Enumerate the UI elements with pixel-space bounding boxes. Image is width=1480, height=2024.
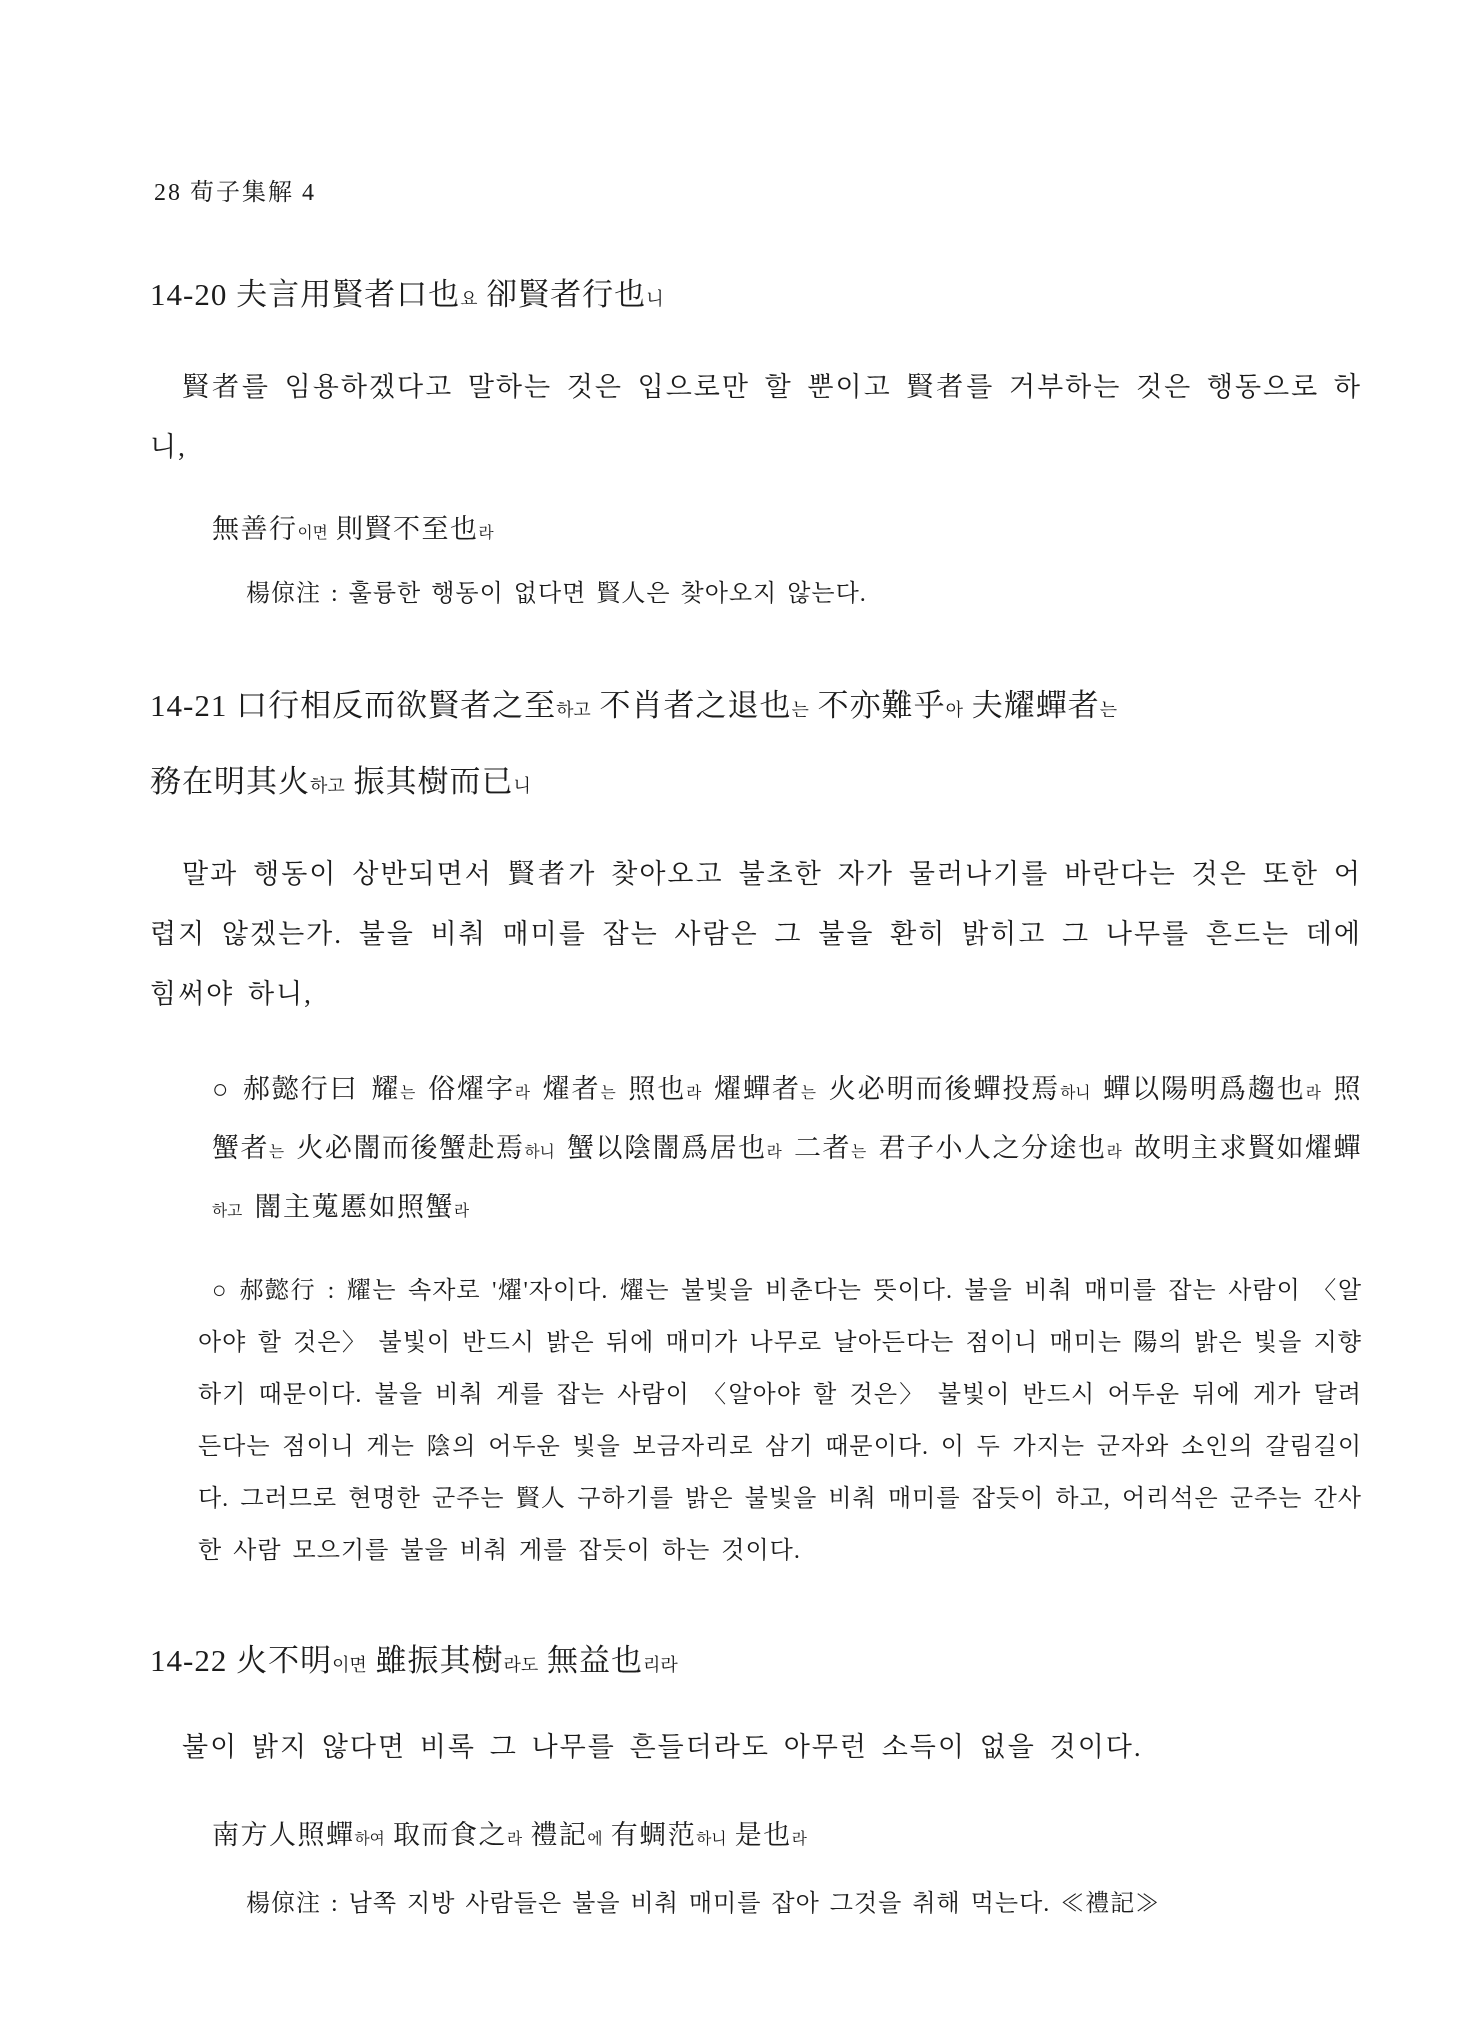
hangul-suffix: 니: [646, 289, 664, 309]
hangul-suffix: 라: [686, 1085, 702, 1102]
heading-line: [150, 760, 1362, 808]
hangul-suffix: 는: [400, 1085, 416, 1102]
hangul-suffix: 아: [945, 700, 964, 720]
hangul-suffix: 이면: [297, 525, 328, 542]
hangul-suffix: 하고: [556, 700, 591, 720]
hanja-text: 14-21 口行相反而欲賢者之至: [150, 688, 557, 723]
hanja-text: 二者: [781, 1133, 852, 1163]
hangul-suffix: 라: [478, 525, 494, 542]
section-14-20-heading: [150, 273, 1362, 321]
section-14-20-yangnyang-note: 楊倞注 : 훌륭한 행동이 없다면 賢人은 찾아오지 않는다.: [246, 581, 867, 607]
hangul-suffix: 는: [791, 700, 809, 720]
hangul-suffix: 라: [1305, 1085, 1321, 1102]
hanja-text: 是也: [726, 1820, 792, 1850]
section-14-21-hao-yixing-commentary-korean: ○ 郝懿行 : 耀는 속자로 '燿'자이다. 燿는 불빛을 비춘다는 뜻이다. 불을 비춰 매미를 잡는 사람이 〈알아야 할 것은〉 불빛이 반드시 밝은 뒤에 매미가 나무로 날아든다는 점이니 매미는 陽의 밝은 빛을 지향하기 때문이다. 불을 비춰 게를 잡는 사람이 〈알아야 할 것은〉 불빛이 반드시 어두운 뒤에 게가 달려든다는 점이니 게는 陰의 어두운 빛을 보금자리로 삼기 때문이다. 이 두 가지는 군자와 소인의 갈림길이다. 그러므로 현명한 군주는 賢人 구하기를 밝은 불빛을 비춰 매미를 잡듯이 하고, 어리석은 군주는 간사한 사람 모으기를 불을 비춰 게를 잡듯이 하는 것이다.: [198, 1278, 1362, 1564]
hangul-suffix: 는: [851, 1144, 867, 1161]
section-14-21-heading: [150, 684, 1362, 808]
section-14-21-translation: 말과 행동이 상반되면서 賢者가 찾아오고 불초한 자가 물러나기를 바란다는 것은 또한 어렵지 않겠는가. 불을 비춰 매미를 잡는 사람은 그 불을 환히 밝히고 그 나무를 흔드는 데에 힘써야 하니,: [150, 859, 1362, 1009]
hangul-suffix: 하여: [354, 1831, 385, 1848]
heading-line: [150, 1639, 1362, 1687]
section-14-20-translation: 賢者를 임용하겠다고 말하는 것은 입으로만 할 뿐이고 賢者를 거부하는 것은 행동으로 하니,: [150, 372, 1362, 462]
hanja-text: 則賢不至也: [327, 514, 479, 544]
section-14-22-translation: 불이 밝지 않다면 비록 그 나무를 흔들더라도 아무런 소득이 없을 것이다.: [182, 1732, 1143, 1762]
hanja-text: 取而食之: [384, 1820, 507, 1850]
hanja-text: 火必闇而後蟹赴焉: [284, 1133, 525, 1163]
hangul-suffix: 라: [1106, 1144, 1122, 1161]
hangul-suffix: 는: [800, 1085, 817, 1102]
section-14-20-quote: [212, 509, 1362, 554]
hanja-text: 南方人照蟬: [212, 1820, 355, 1850]
section-14-21-hao-yixing-commentary-hanmun: [212, 1062, 1362, 1239]
hanja-text: 燿蟬者: [701, 1074, 801, 1104]
hangul-suffix: 이면: [332, 1655, 367, 1675]
hangul-suffix: 니: [513, 776, 531, 796]
hangul-suffix: 라: [791, 1831, 807, 1848]
hanja-text: 務在明其火: [150, 764, 310, 799]
hangul-suffix: 하니: [524, 1144, 555, 1161]
hanja-text: 俗燿字: [415, 1074, 515, 1104]
hanja-text: 照蟹者: [212, 1074, 1363, 1163]
hanja-text: 卻賢者行也: [477, 277, 647, 312]
hangul-suffix: 하고: [310, 776, 345, 796]
section-14-21: [150, 684, 1362, 1577]
hangul-suffix: 는: [269, 1144, 285, 1161]
hanja-text: 14-20 夫言用賢者口也: [150, 277, 461, 312]
section-14-20: [150, 273, 1362, 612]
hangul-suffix: 라: [454, 1203, 470, 1220]
running-header: 28 荀子集解 4: [154, 180, 316, 206]
hanja-text: 照也: [615, 1074, 687, 1104]
hangul-suffix: 요: [460, 289, 478, 309]
hanja-text: 蟬以陽明爲趨也: [1090, 1074, 1306, 1104]
hanja-text: 不肖者之退也: [590, 688, 792, 723]
hanja-text: 無益也: [538, 1643, 644, 1678]
hanja-text: 振其樹而已: [344, 764, 514, 799]
section-14-22-yangnyang-note: 楊倞注 : 남쪽 지방 사람들은 불을 비춰 매미를 잡아 그것을 취해 먹는다. ≪禮記≫: [246, 1891, 1161, 1917]
hanja-text: 禮記: [522, 1820, 588, 1850]
hanja-text: 不亦難乎: [808, 688, 946, 723]
hanja-text: 故明主求賢如燿蟬: [1121, 1133, 1363, 1163]
hangul-suffix: 에: [587, 1831, 603, 1848]
hanja-text: 無善行: [212, 514, 298, 544]
hangul-suffix: 는: [1099, 700, 1118, 720]
hangul-suffix: 는: [600, 1085, 616, 1102]
heading-line: [150, 684, 1362, 732]
hangul-suffix: 하니: [1060, 1085, 1091, 1102]
page-content: [150, 172, 1362, 1922]
hangul-suffix: 하고: [212, 1203, 243, 1220]
hanja-text: 君子小人之分途也: [866, 1133, 1107, 1163]
hanja-text: 蟹以陰闇爲居也: [554, 1133, 767, 1163]
hanja-text: 雖振其樹: [366, 1643, 504, 1678]
section-14-22: [150, 1639, 1362, 1922]
hanja-text: ○ 郝懿行曰 耀: [212, 1074, 401, 1104]
hangul-suffix: 하니: [696, 1831, 727, 1848]
hanja-text: 火必明而後蟬投焉: [816, 1074, 1061, 1104]
hanja-text: 夫耀蟬者: [963, 688, 1100, 723]
section-14-22-heading: [150, 1639, 1362, 1687]
hanja-text: 有蜩范: [602, 1820, 697, 1850]
hanja-text: 14-22 火不明: [150, 1643, 333, 1678]
hangul-suffix: 라: [507, 1831, 523, 1848]
hangul-suffix: 리라: [643, 1655, 678, 1675]
hanja-text: 燿者: [530, 1074, 601, 1104]
hangul-suffix: 라: [514, 1085, 531, 1102]
hangul-suffix: 라: [766, 1144, 782, 1161]
hangul-suffix: 라도: [503, 1655, 539, 1675]
section-14-22-quote: [212, 1815, 1362, 1860]
heading-line: [150, 273, 1362, 321]
hanja-text: 闇主蒐慝如照蟹: [242, 1192, 454, 1222]
